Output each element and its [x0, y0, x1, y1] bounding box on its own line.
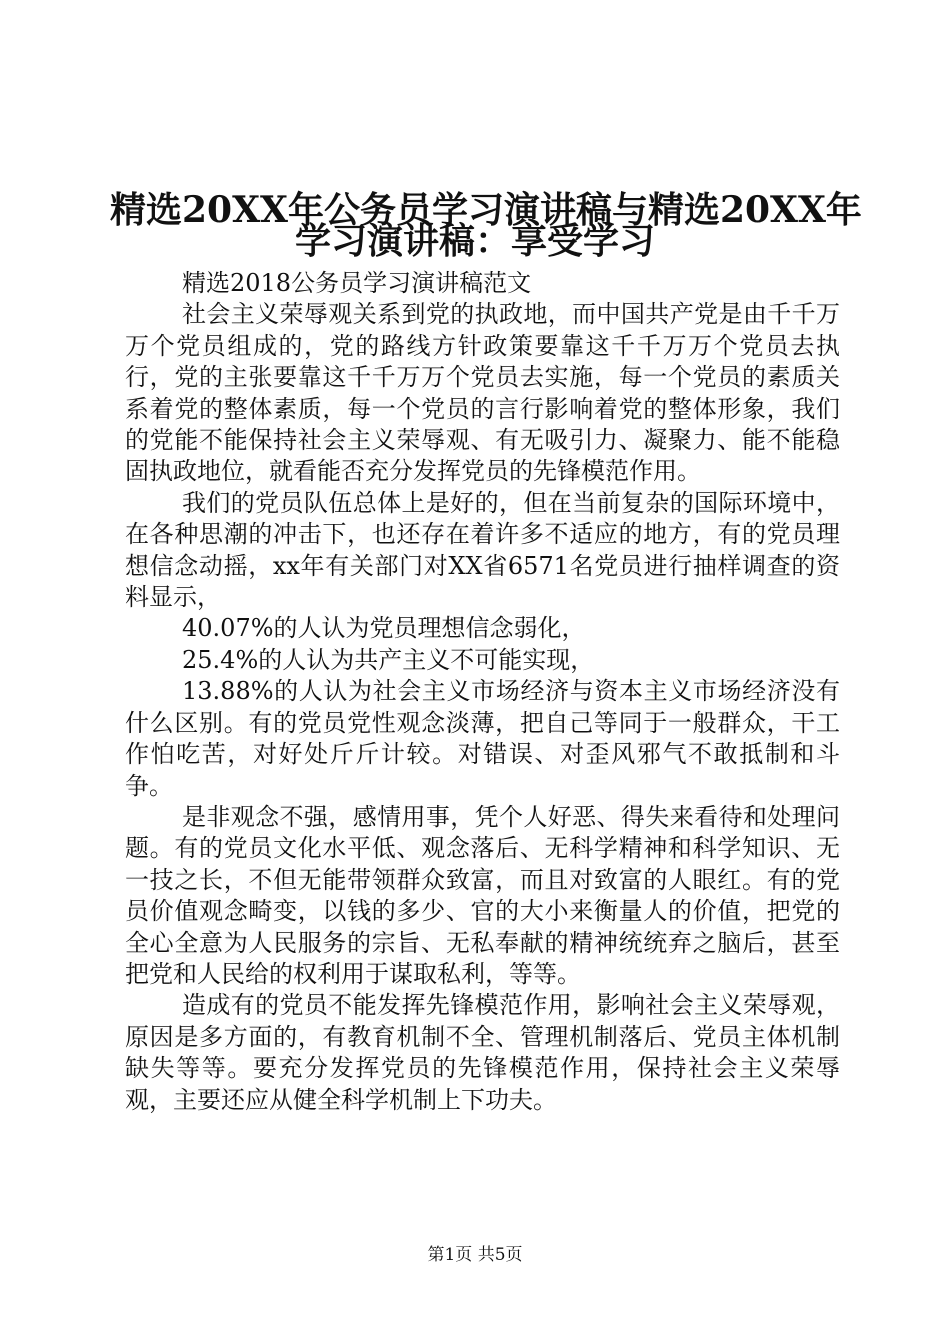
paragraph: 造成有的党员不能发挥先锋模范作用，影响社会主义荣辱观，原因是多方面的，有教育机制不全、管理机制落后、党员主体机制缺失等等。要充分发挥党员的先锋模范作用，保持社会主义荣辱观，主要还应从健全科学机制上下功夫。 [125, 991, 840, 1114]
page-number-footer: 第1页 共5页 [427, 1245, 523, 1265]
paragraph-statistic: 25.4%的人认为共产主义不可能实现， [182, 645, 595, 674]
paragraph-statistic: 40.07%的人认为党员理想信念弱化， [182, 614, 586, 643]
document-title-line-2: 学习演讲稿：享受学习 [294, 220, 655, 262]
paragraph: 我们的党员队伍总体上是好的，但在当前复杂的国际环境中，在各种思潮的冲击下，也还存在着许多不适应的地方，有的党员理想信念动摇，xx年有关部门对XX省6571名党员进行抽样调查的资料显示， [125, 488, 840, 612]
paragraph: 社会主义荣辱观关系到党的执政地，而中国共产党是由千千万万个党员组成的，党的路线方针政策要靠这千千万万个党员去执行，党的主张要靠这千千万万个党员去实施，每一个党员的素质关系着党的整体素质，每一个党员的言行影响着党的整体形象，我们的党能不能保持社会主义荣辱观、有无吸引力、凝聚力、能不能稳固执政地位，就看能否充分发挥党员的先锋模范作用。 [125, 300, 840, 486]
paragraph: 13.88%的人认为社会主义市场经济与资本主义市场经济没有什么区别。有的党员党性观念淡薄，把自己等同于一般群众，干工作怕吃苦，对好处斤斤计较。对错误、对歪风邪气不敢抵制和斗争。 [125, 677, 840, 800]
document-body [125, 268, 840, 1116]
paragraph: 是非观念不强，感情用事，凭个人好恶、得失来看待和处理问题。有的党员文化水平低、观念落后、无科学精神和科学知识、无一技之长，不但无能带领群众致富，而且对致富的人眼红。有的党员价值观念畸变，以钱的多少、官的大小来衡量人的价值，把党的全心全意为人民服务的宗旨、无私奉献的精神统统弃之脑后，甚至把党和人民给的权利用于谋取私利，等等。 [125, 802, 840, 988]
document-title-line-1: 精选20XX年公务员学习演讲稿与精选20XX年 [110, 189, 862, 231]
paragraph-subtitle: 精选2018公务员学习演讲稿范文 [182, 269, 532, 297]
